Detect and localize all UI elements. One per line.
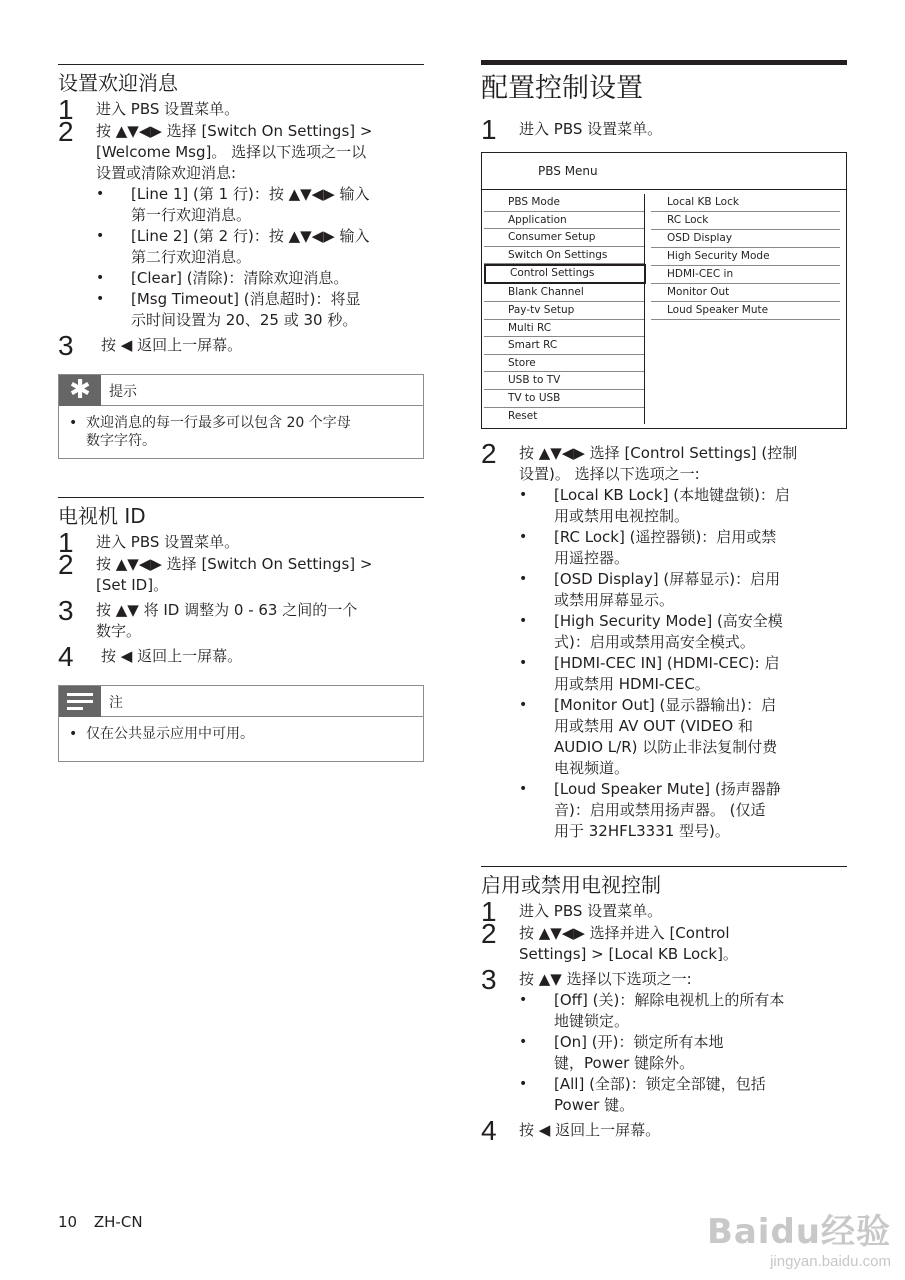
menu-item: USB to TV [484, 372, 644, 390]
bullet-text: Power 键。 [554, 1096, 635, 1115]
bullet-text: [Clear] (清除)：清除欢迎消息。 [131, 269, 349, 287]
bullet-dot: • [519, 487, 528, 504]
menu-subitem: Monitor Out [651, 284, 840, 302]
section-title-control: 配置控制设置 [481, 60, 847, 107]
pbs-menu-screenshot [481, 152, 847, 429]
step-2 [58, 549, 424, 596]
bullet-text: 用或禁用 AV OUT (VIDEO 和 [554, 717, 753, 736]
bullet-dot: • [69, 415, 78, 431]
baidu-watermark [707, 1204, 891, 1270]
menu-left-list [482, 194, 645, 424]
bullet-text: [High Security Mode] (高安全模 [554, 612, 783, 631]
bullet-text: 用于 32HFL3331 型号)。 [554, 822, 730, 841]
step-number: 1 [58, 94, 74, 125]
menu-subitem: HDMI-CEC in [651, 266, 840, 284]
step-text: 数字。 [96, 622, 142, 640]
menu-subitem: Loud Speaker Mute [651, 302, 840, 320]
bullet-text: [RC Lock] (遥控器锁)：启用或禁 [554, 528, 777, 547]
step-number: 3 [481, 964, 497, 996]
note-body [59, 717, 423, 761]
menu-subitem: OSD Display [651, 230, 840, 248]
step-text: 按 ▲▼◀▶ 选择 [Control Settings] (控制 [519, 444, 798, 463]
bullet-text: AUDIO L/R) 以防止非法复制付费 [554, 738, 778, 757]
menu-subitem: RC Lock [651, 212, 840, 230]
step-4 [481, 1115, 847, 1147]
menu-item: Reset [508, 409, 538, 422]
bullet-text: 用或禁用电视控制。 [554, 507, 690, 526]
bullet-text: [On] (开)：锁定所有本地 [554, 1033, 724, 1052]
bullet-item [481, 653, 847, 695]
step-3 [58, 330, 424, 361]
right-column [481, 60, 847, 1147]
step-text: 按 ▲▼◀▶ 选择 [Switch On Settings] > [96, 122, 373, 140]
page-number: 10 [58, 1213, 78, 1231]
note-lines-icon [59, 686, 101, 717]
tip-text: 欢迎消息的每一行最多可以包含 20 个字母 [86, 415, 351, 431]
bullet-text: [Off] (关)：解除电视机上的所有本 [554, 991, 785, 1010]
tip-label: 提示 [109, 383, 137, 400]
bullet-text: 示时间设置为 20、25 或 30 秒。 [131, 311, 358, 329]
step-number: 4 [481, 1115, 497, 1147]
step-1 [481, 114, 847, 145]
step-number: 3 [58, 595, 74, 626]
bullet-text: [Loud Speaker Mute] (扬声器静 [554, 780, 781, 799]
bullet-dot: • [69, 726, 78, 742]
section-title-tv-control: 启用或禁用电视控制 [481, 866, 847, 899]
step-1 [481, 896, 847, 928]
step-text: Settings] > [Local KB Lock]。 [519, 945, 738, 964]
step-4 [58, 641, 424, 672]
bullet-item [481, 695, 847, 779]
page-footer [58, 1213, 155, 1231]
bullet-dot: • [519, 992, 528, 1009]
bullet-dot: • [96, 186, 105, 202]
tip-text: 数字字符。 [86, 433, 156, 449]
bullet-dot: • [96, 291, 105, 307]
menu-item: PBS Mode [484, 194, 644, 212]
step-number: 3 [58, 330, 74, 361]
bullet-text: 地键锁定。 [554, 1012, 630, 1031]
menu-item: Consumer Setup [484, 229, 644, 247]
step-1 [58, 94, 424, 125]
step-text: 按 ▲▼ 将 ID 调整为 0 - 63 之间的一个 [96, 601, 358, 619]
step-number: 1 [481, 896, 497, 928]
tip-box [58, 374, 424, 459]
bullet-dot: • [519, 1034, 528, 1051]
bullet-text: 或禁用屏幕显示。 [554, 591, 675, 610]
step-number: 2 [58, 549, 74, 580]
step-number: 2 [481, 438, 497, 470]
menu-item: Blank Channel [484, 284, 644, 302]
language-code: ZH-CN [93, 1213, 143, 1231]
bullet-text: [All] (全部)：锁定全部键，包括 [554, 1075, 766, 1094]
bullet-dot: • [519, 529, 528, 546]
step-text: 设置)。 选择以下选项之一: [519, 465, 700, 484]
bullet-item [481, 990, 847, 1032]
step-3 [481, 964, 847, 1116]
step-text: 按 ◀ 返回上一屏幕。 [101, 336, 243, 354]
step-text: 按 ▲▼◀▶ 选择 [Switch On Settings] > [96, 555, 373, 573]
bullet-dot: • [519, 781, 528, 798]
menu-body [482, 190, 846, 428]
left-column [58, 64, 424, 762]
bullet-dot: • [96, 228, 105, 244]
bullet-item [58, 184, 424, 226]
menu-item-selected: Control Settings [484, 264, 646, 284]
step-text: [Set ID]。 [96, 576, 169, 594]
bullet-item [481, 569, 847, 611]
step-text: 进入 PBS 设置菜单。 [96, 100, 240, 118]
bullet-text: [Msg Timeout] (消息超时)：将显 [131, 290, 361, 308]
step-text: 设置或清除欢迎消息: [96, 164, 237, 182]
tip-body [59, 406, 423, 458]
menu-item: Multi RC [484, 320, 644, 338]
bullet-dot: • [519, 655, 528, 672]
note-text: 仅在公共显示应用中可用。 [86, 726, 254, 742]
step-1 [58, 527, 424, 558]
menu-item: Store [484, 355, 644, 373]
bullet-dot: • [96, 270, 105, 286]
watermark-url: jingyan.baidu.com [770, 1253, 891, 1270]
bullet-item [58, 268, 424, 289]
step-text: [Welcome Msg]。 选择以下选项之一以 [96, 143, 367, 161]
step-number: 1 [58, 527, 74, 558]
bullet-text: 键，Power 键除外。 [554, 1054, 695, 1073]
bullet-text: [Monitor Out] (显示器输出)：启 [554, 696, 777, 715]
step-text: 进入 PBS 设置菜单。 [96, 533, 240, 551]
menu-item: Application [484, 212, 644, 230]
step-number: 2 [58, 116, 74, 147]
bullet-text: [Local KB Lock] (本地键盘锁)：启 [554, 486, 790, 505]
step-text: 进入 PBS 设置菜单。 [519, 120, 663, 138]
step-2 [58, 116, 424, 331]
step-text: 按 ◀ 返回上一屏幕。 [519, 1121, 661, 1140]
section-title-welcome: 设置欢迎消息 [58, 64, 424, 97]
bullet-item [481, 611, 847, 653]
bullet-text: [HDMI-CEC IN] (HDMI-CEC): 启 [554, 654, 780, 673]
bullet-text: 音)：启用或禁用扬声器。 (仅适 [554, 801, 766, 820]
menu-item: Switch On Settings [484, 247, 644, 265]
bullet-item [481, 1074, 847, 1116]
bullet-dot: • [519, 613, 528, 630]
bullet-dot: • [519, 571, 528, 588]
note-box [58, 685, 424, 762]
bullet-item [481, 779, 847, 842]
bullet-text: [Line 1] (第 1 行)：按 ▲▼◀▶ 输入 [131, 185, 370, 203]
bullet-item [481, 527, 847, 569]
bullet-dot: • [519, 1076, 528, 1093]
menu-title: PBS Menu [482, 153, 846, 190]
section-title-tv-id: 电视机 ID [58, 497, 424, 530]
bullet-item [58, 226, 424, 268]
bullet-text: 式)：启用或禁用高安全模式。 [554, 633, 755, 652]
step-text: 按 ▲▼◀▶ 选择并进入 [Control [519, 924, 730, 943]
menu-item: TV to USB [484, 390, 644, 408]
bullet-item [481, 1032, 847, 1074]
bullet-item [481, 485, 847, 527]
bullet-dot: • [519, 697, 528, 714]
note-label: 注 [109, 694, 123, 711]
step-text: 按 ◀ 返回上一屏幕。 [101, 647, 243, 665]
bullet-text: 电视频道。 [554, 759, 630, 778]
step-number: 2 [481, 918, 497, 950]
step-text: 按 ▲▼ 选择以下选项之一: [519, 970, 692, 989]
bullet-text: 第一行欢迎消息。 [131, 206, 252, 224]
bullet-text: 用或禁用 HDMI-CEC。 [554, 675, 710, 694]
menu-item: Smart RC [484, 337, 644, 355]
menu-item: Pay-tv Setup [484, 302, 644, 320]
tip-asterisk-icon: ✱ [59, 375, 101, 406]
menu-subitem: Local KB Lock [651, 194, 840, 212]
bullet-text: 用遥控器。 [554, 549, 630, 568]
menu-subitem: High Security Mode [651, 248, 840, 266]
step-2 [481, 918, 847, 965]
step-number: 1 [481, 114, 497, 145]
step-2 [481, 438, 847, 842]
step-3 [58, 595, 424, 642]
step-number: 4 [58, 641, 74, 672]
menu-right-list [645, 194, 846, 424]
bullet-text: 第二行欢迎消息。 [131, 248, 252, 266]
watermark-logo: Baidu经验 [706, 1212, 891, 1252]
step-text: 进入 PBS 设置菜单。 [519, 902, 663, 921]
note-header [59, 686, 423, 717]
bullet-text: [OSD Display] (屏幕显示)：启用 [554, 570, 781, 589]
bullet-item [58, 289, 424, 331]
tip-header [59, 375, 423, 406]
bullet-text: [Line 2] (第 2 行)：按 ▲▼◀▶ 输入 [131, 227, 370, 245]
